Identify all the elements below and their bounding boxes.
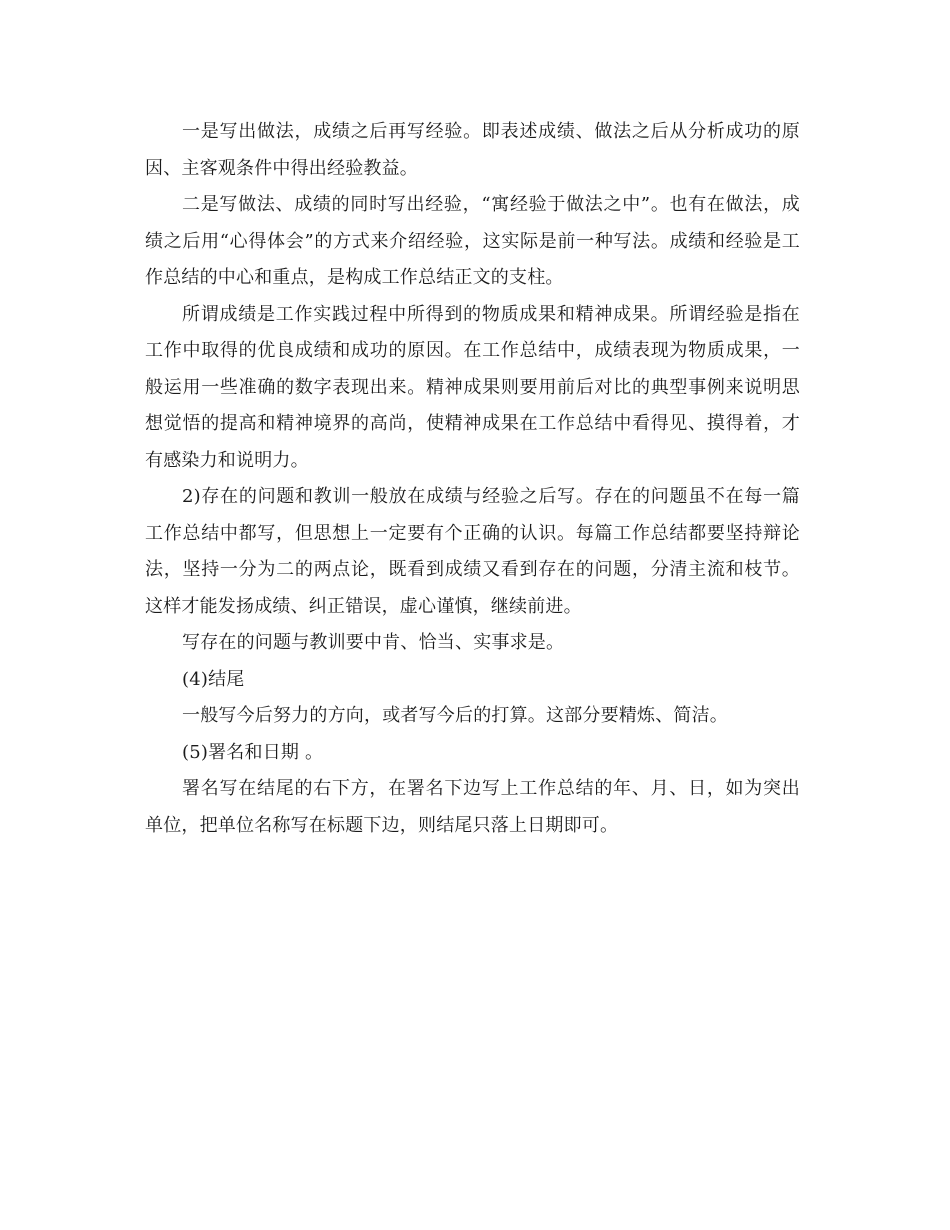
- paragraph-experience-method-2: 二是写做法、成绩的同时写出经验，“寓经验于做法之中”。也有在做法，成绩之后用“心得体会”的方式来介绍经验，这实际是前一种写法。成绩和经验是工作总结的中心和重点，是构成工作总结正文的支柱。: [145, 194, 800, 288]
- paragraph-problems-writing: 写存在的问题与教训要中肯、恰当、实事求是。: [182, 632, 565, 653]
- paragraph-experience-method-1: 一是写出做法，成绩之后再写经验。即表述成绩、做法之后从分析成功的原因、主客观条件中得出经验教益。: [145, 121, 800, 179]
- section-heading-ending: (4)结尾: [182, 668, 245, 690]
- paragraph-problems-lessons: 2)存在的问题和教训一般放在成绩与经验之后写。存在的问题虽不在每一篇工作总结中都写，但思想上一定要有个正确的认识。每篇工作总结都要坚持辩论法，坚持一分为二的两点论，既看到成绩又看到存在的问题，分清主流和枝节。这样才能发扬成绩、纠正错误，虚心谨慎，继续前进。: [145, 486, 800, 617]
- document-body: [145, 114, 800, 844]
- paragraph-ending: 一般写今后努力的方向，或者写今后的打算。这部分要精炼、简洁。: [182, 705, 728, 726]
- paragraph-signature-date: 署名写在结尾的右下方，在署名下边写上工作总结的年、月、日，如为突出单位，把单位名称写在标题下边，则结尾只落上日期即可。: [145, 778, 800, 836]
- section-heading-signature-date: (5)署名和日期 。: [182, 741, 324, 763]
- paragraph-achievements-definition: 所谓成绩是工作实践过程中所得到的物质成果和精神成果。所谓经验是指在工作中取得的优良成绩和成功的原因。在工作总结中，成绩表现为物质成果，一般运用一些准确的数字表现出来。精神成果则要用前后对比的典型事例来说明思想觉悟的提高和精神境界的高尚，使精神成果在工作总结中看得见、摸得着，才有感染力和说明力。: [145, 303, 800, 471]
